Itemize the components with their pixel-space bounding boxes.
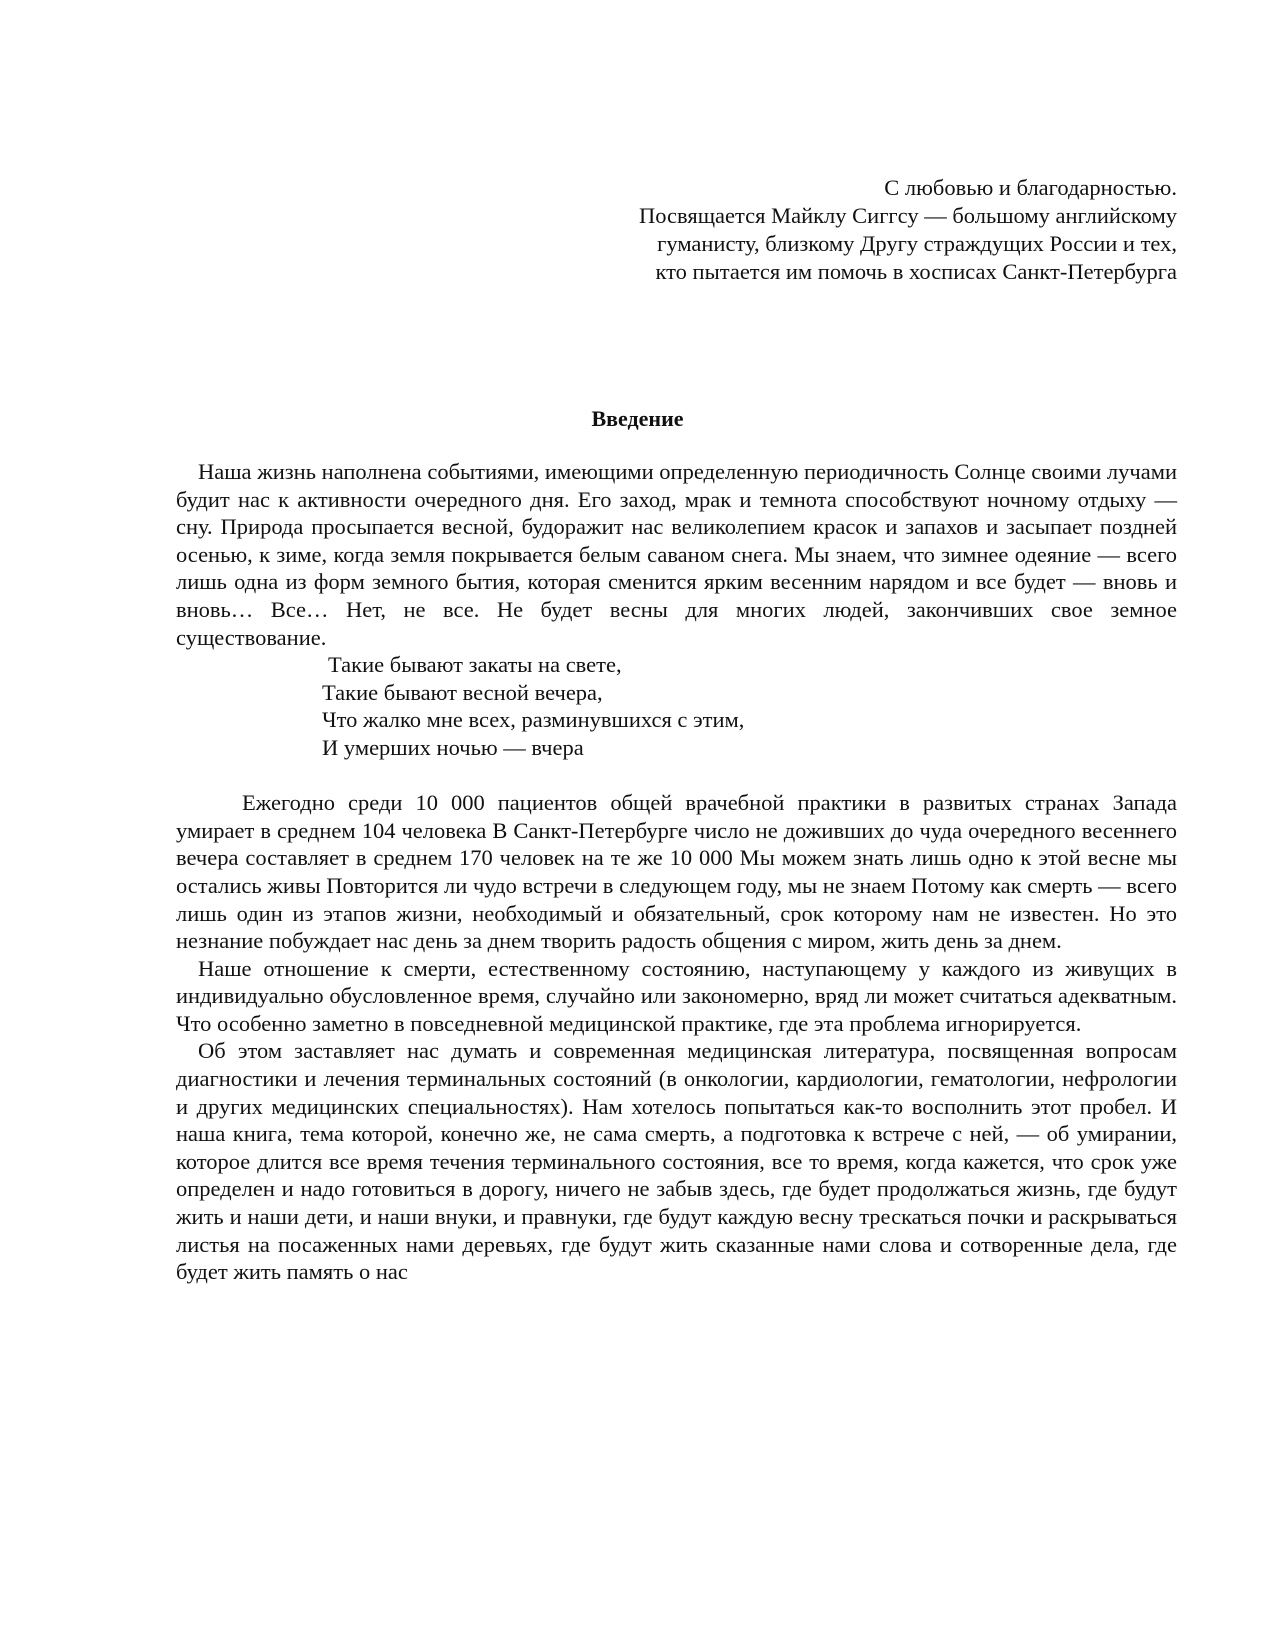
paragraph-literature: Об этом заставляет нас думать и современная медицинская литература, посвященная вопросам диагностики и лечения терминальных состояний (в онкологии, кардиологии, гематологии, нефрологии и других медицинских специальностях). Нам хотелось попытаться как-то восполнить этот пробел. И наша книга, тема которой, конечно же, не сама смерть, а подготовка к встрече с ней, — об умирании, которое длится все время течения терминального состояния, все то время, когда кажется, что срок уже определен и надо готовиться в дорогу, ничего не забыв здесь, где будет продолжаться жизнь, где будут жить и наши дети, и наши внуки, и правнуки, где будут каждую весну трескаться почки и раскрываться листья на посаженных нами деревьях, где будут жить сказанные нами слова и сотворенные дела, где будет жить память о нас (176, 1038, 1177, 1285)
poem-line: Такие бывают весной вечера, (322, 679, 603, 705)
poem-line: Такие бывают закаты на свете, (328, 652, 622, 678)
paragraph-attitude: Наше отношение к смерти, естественному состоянию, наступающему у каждого из живущих в индивидуально обусловленное время, случайно или закономерно, вряд ли может считаться адекватным. Что особенно заметно в повседневной медицинской практике, где эта проблема игнорируется. (176, 955, 1177, 1036)
dedication-line: Посвящается Майклу Сиггсу — большому английскому (638, 203, 1177, 228)
dedication (639, 174, 1177, 286)
dedication-line: гуманисту, близкому Другу страждущих России и тех, (657, 231, 1177, 256)
paragraph-statistics: Ежегодно среди 10 000 пациентов общей врачебной практики в развитых странах Запада умирает в среднем 104 человека В Санкт-Петербурге число не доживших до чуда очередного весеннего вечера составляет в среднем 170 человек на те же 10 000 Мы можем знать лишь одно к этой весне мы остались живы Повторится ли чудо встречи в следующем году, мы не знаем Потому как смерть — всего лишь один из этапов жизни, необходимый и обязательный, срок которому нам не известен. Но это незнание побуждает нас день за днем творить радость общения с миром, жить день за днем. (176, 790, 1177, 954)
dedication-line: С любовью и благодарностью. (884, 175, 1177, 200)
poem-line: Что жалко мне всех, разминувшихся с этим, (322, 707, 745, 733)
poem-line: И умерших ночью — вчера (322, 734, 584, 760)
paragraph-intro: Наша жизнь наполнена событиями, имеющими определенную периодичность Солнце своими лучами будит нас к активности очередного дня. Его заход, мрак и темнота способствуют ночному отдыху — сну. Природа просыпается весной, будоражит нас великолепием красок и запахов и засыпает поздней осенью, к зиме, когда земля покрывается белым саваном снега. Мы знаем, что зимнее одеяние — всего лишь одна из форм земного бытия, которая сменится ярким весенним нарядом и все будет — вновь и вновь… Все… Нет, не все. Не будет весны для многих людей, закончивших свое земное существование. (176, 459, 1177, 650)
section-title: Введение (591, 406, 684, 431)
dedication-line: кто пытается им помочь в хосписах Санкт-Петербурга (655, 259, 1177, 284)
body-text (176, 458, 1177, 1286)
spacer (176, 762, 1177, 790)
poem (322, 651, 1177, 761)
